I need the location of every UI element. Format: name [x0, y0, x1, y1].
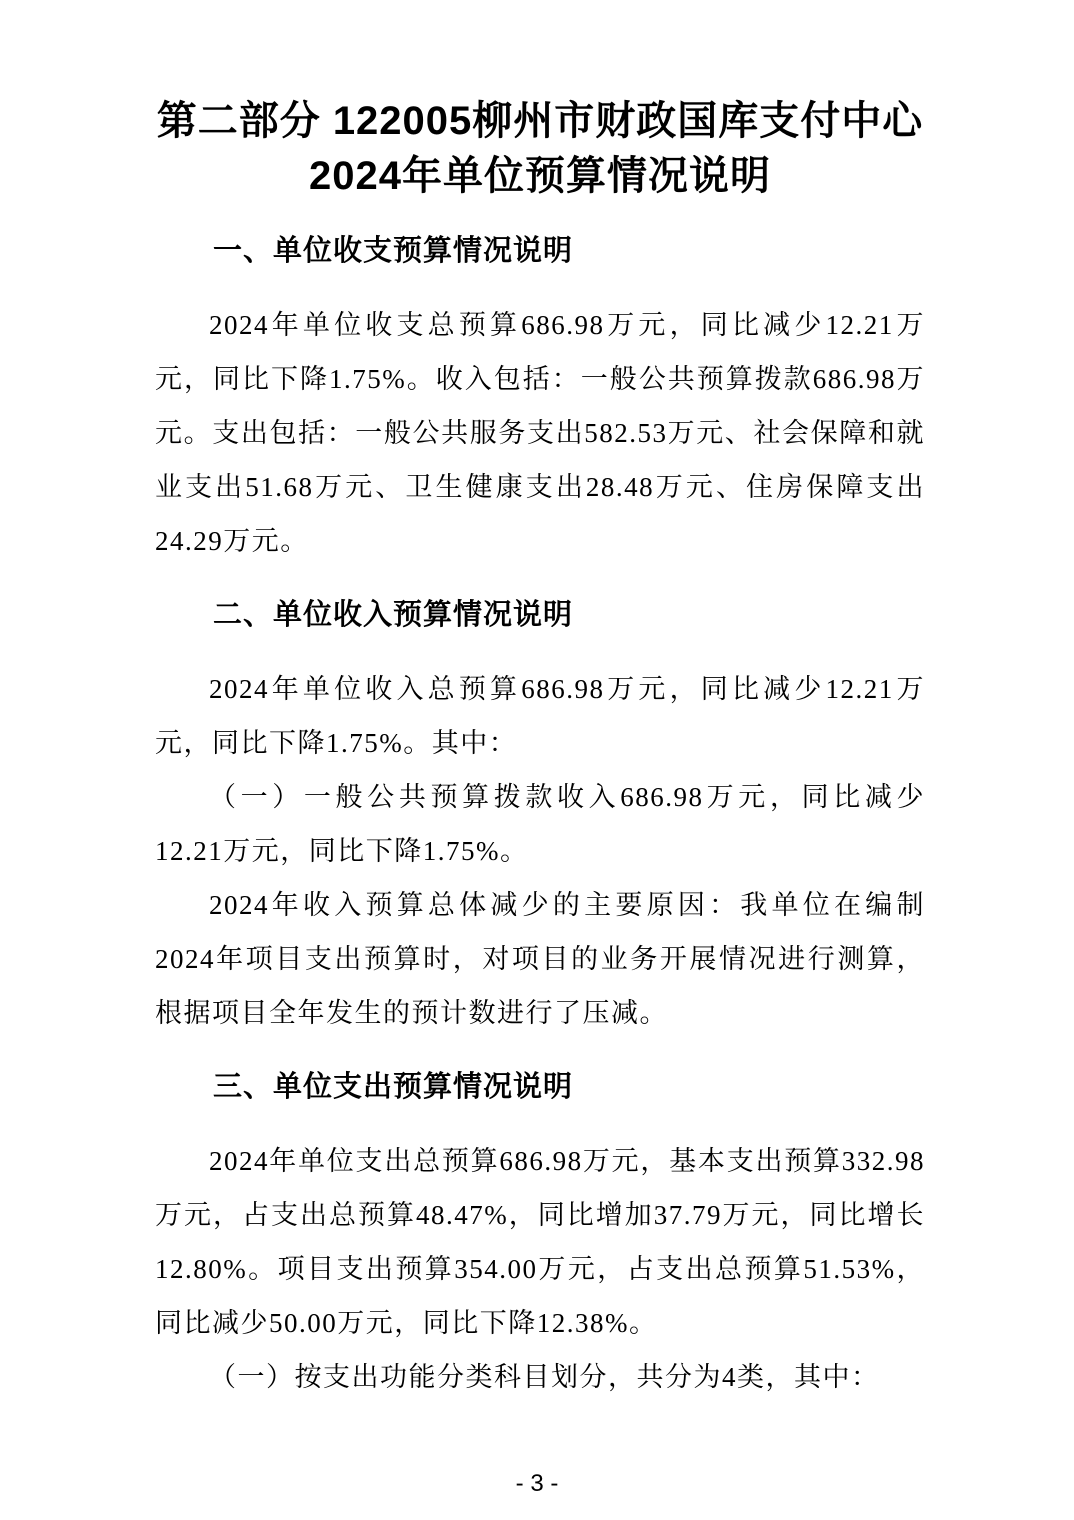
section-expenditure — [155, 1066, 925, 1404]
section-income-expenditure — [155, 230, 925, 568]
paragraph: （一）一般公共预算拨款收入686.98万元，同比减少12.21万元，同比下降1.75%。 — [155, 782, 925, 866]
document-title-line1: 第二部分 122005柳州市财政国库支付中心 — [156, 99, 924, 143]
paragraph: 2024年单位支出总预算686.98万元，基本支出预算332.98万元，占支出总预算48.47%，同比增加37.79万元，同比增长12.80%。项目支出预算354.00万元，占支出总预算51.53%，同比减少50.00万元，同比下降12.38%。 — [155, 1146, 925, 1338]
section-heading: 一、单位收支预算情况说明 — [213, 235, 574, 267]
document-title-line2: 2024年单位预算情况说明 — [309, 154, 771, 198]
paragraph: （一）按支出功能分类科目划分，共分为4类，其中： — [209, 1362, 880, 1392]
paragraph: 2024年收入预算总体减少的主要原因：我单位在编制2024年项目支出预算时，对项目的业务开展情况进行测算，根据项目全年发生的预计数进行了压减。 — [155, 890, 925, 1028]
section-heading: 三、单位支出预算情况说明 — [213, 1071, 574, 1103]
paragraph: 2024年单位收入总预算686.98万元，同比减少12.21万元，同比下降1.75%。其中： — [155, 674, 925, 758]
section-income — [155, 594, 925, 1040]
section-heading: 二、单位收入预算情况说明 — [213, 599, 574, 631]
document-title — [155, 0, 925, 204]
page-number: - 3 - — [515, 1470, 559, 1497]
paragraph: 2024年单位收支总预算686.98万元，同比减少12.21万元，同比下降1.75%。收入包括：一般公共预算拨款686.98万元。支出包括：一般公共服务支出582.53万元、社会保障和就业支出51.68万元、卫生健康支出28.48万元、住房保障支出24.29万元。 — [155, 310, 925, 556]
